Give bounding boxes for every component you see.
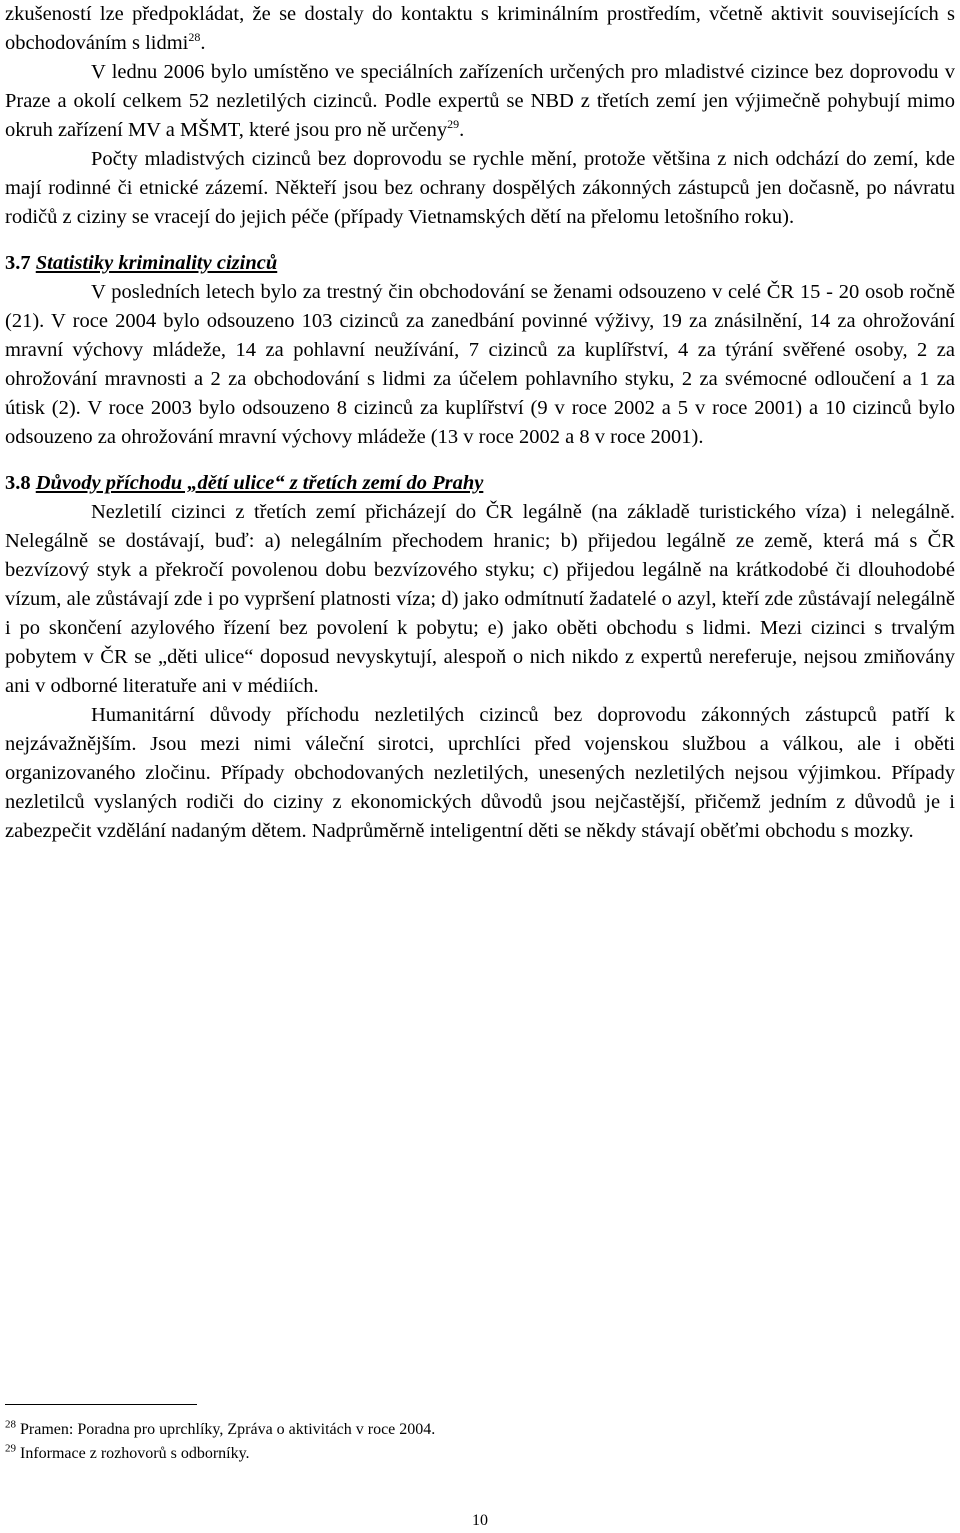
section-heading-3-8 — [5, 469, 955, 498]
footnote-number: 29 — [5, 1442, 16, 1455]
footnote-item — [5, 1418, 905, 1442]
footnote-number: 28 — [5, 1418, 16, 1431]
paragraph-continuation — [5, 0, 955, 58]
paragraph-text: V lednu 2006 bylo umístěno ve speciálních zařízeních určených pro mladistvé cizince bez doprovodu v Praze a okolí celkem 52 nezletilých cizinců. Podle expertů se NBD z třetích zemí jen výjimečně pohybují mimo okruh zařízení MV a MŠMT, které jsou pro ně určeny — [5, 61, 955, 141]
section-heading-3-7 — [5, 249, 955, 278]
section-number: 3.8 — [5, 472, 31, 494]
footnote-divider — [5, 1404, 197, 1405]
footnote-ref-28[interactable]: 28 — [188, 30, 201, 45]
section-title: Statistiky kriminality cizinců — [35, 252, 278, 274]
paragraph-nbd-changes: Počty mladistvých cizinců bez doprovodu se rychle mění, protože většina z nich odchází do zemí, kde mají rodinné či etnické zázemí. Někteří jsou bez ochrany dospělých zákonných zástupců jen dočasně, po návratu rodičů z ciziny se vracejí do jejich péče (případy Vietnamských dětí na přelomu letošního roku). — [5, 148, 955, 228]
document-body — [5, 0, 955, 846]
footnotes — [5, 1418, 905, 1466]
sentence-end: . — [200, 32, 206, 54]
footnote-text: Pramen: Poradna pro uprchlíky, Zpráva o aktivitách v roce 2004. — [20, 1421, 436, 1438]
page-number: 10 — [472, 1512, 488, 1529]
section-number: 3.7 — [5, 252, 31, 274]
section-title: Důvody příchodu „dětí ulice“ z třetích zemí do Prahy — [35, 472, 484, 494]
footnote-ref-29[interactable]: 29 — [447, 117, 460, 132]
paragraph-nbd-count — [5, 58, 955, 145]
sentence-end: . — [459, 119, 465, 141]
spacer — [5, 232, 955, 249]
paragraph-humanitarian-reasons: Humanitární důvody příchodu nezletilých cizinců bez doprovodu zákonných zástupců patří k nejzávažnějším. Jsou mezi nimi váleční sirotci, uprchlíci před vojenskou službou a válkou, ale i oběti organizovaného zločinu. Případy obchodovaných nezletilých, unesených nezletilých nejsou výjimkou. Případy nezletilců vyslaných rodiči do ciziny z ekonomických důvodů jsou nejčastější, přičemž jedním z důvodů je i zabezpečit vzdělání nadaným dětem. Nadprůměrně inteligentní děti se někdy stávají oběťmi obchodu s mozky. — [5, 704, 955, 842]
spacer — [5, 452, 955, 469]
paragraph-crime-statistics: V posledních letech bylo za trestný čin obchodování se ženami odsouzeno v celé ČR 15 - 20 osob ročně (21). V roce 2004 bylo odsouzeno 103 cizinců za zanedbání povinné výživy, 19 za znásilnění, 14 za ohrožování mravní výchovy mládeže, 14 za pohlavní neužívání, 7 cizinců za kuplířství, 4 za týrání svěřené osoby, 2 za ohrožování mravnosti a 2 za obchodování s lidmi za účelem pohlavního styku, 2 za svémocné odloučení a 1 za útisk (2). V roce 2003 bylo odsouzeno 8 cizinců za kuplířství (9 v roce 2002 a 5 v roce 2001) a 10 cizinců bylo odsouzeno za ohrožování mravní výchovy mládeže (13 v roce 2002 a 8 v roce 2001). — [5, 281, 955, 448]
paragraph-arrival-reasons: Nezletilí cizinci z třetích zemí přicházejí do ČR legálně (na základě turistického víza) i nelegálně. Nelegálně se dostávají, buď: a) nelegálním přechodem hranic; b) přijedou legálně ze země, která má s ČR bezvízový styk a překročí povolenou dobu bezvízového styku; c) přijedou legálně na krátkodobé či dlouhodobé vízum, ale zůstávají zde i po vypršení platnosti víza; d) jako odmítnutí žadatelé o azyl, kteří zde zůstávají nelegálně i po skončení azylového řízení bez povolení k pobytu; e) jako oběti obchodu s lidmi. Mezi cizinci s trvalým pobytem v ČR se „děti ulice“ doposud nevyskytují, alespoň o nich nikdo z expertů nereferuje, nejsou zmiňovány ani v odborné literatuře ani v médiích. — [5, 501, 955, 697]
paragraph-text: zkušeností lze předpokládat, že se dostaly do kontaktu s kriminálním prostředím, včetně aktivit souvisejících s obchodováním s lidmi — [5, 3, 955, 54]
footnote-text: Informace z rozhovorů s odborníky. — [20, 1445, 250, 1462]
footnote-item — [5, 1442, 905, 1466]
